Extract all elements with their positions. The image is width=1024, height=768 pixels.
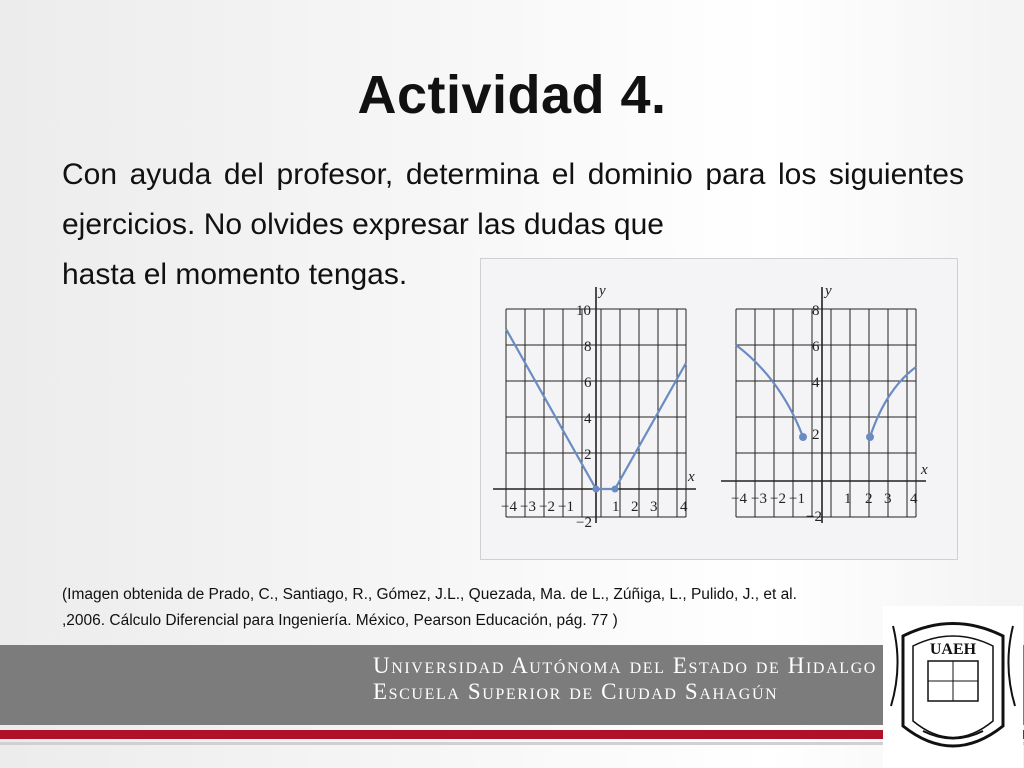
left-dot-1: [612, 486, 619, 493]
footer-red-line: [0, 730, 1024, 739]
right-x-label: x: [921, 462, 928, 478]
left-xtick-1: 1: [612, 499, 620, 515]
graphs-figure: [480, 258, 958, 560]
left-xtick-neg4: −4: [501, 499, 517, 515]
citation-line-1: (Imagen obtenida de Prado, C., Santiago, R., Gómez, J.L., Quezada, Ma. de L., Zúñiga, L., Pulido, J., et al.: [62, 586, 797, 603]
left-xtick-neg2: −2: [539, 499, 555, 515]
right-y-label: y: [825, 283, 832, 299]
right-dot-0: [799, 433, 807, 441]
right-dot-1: [866, 433, 874, 441]
right-xtick-4: 4: [910, 491, 918, 507]
left-ytick-2: 2: [584, 447, 592, 463]
right-curve-right: [870, 367, 916, 437]
right-xtick-neg4: −4: [731, 491, 747, 507]
left-ytick-neg2: −2: [576, 515, 592, 531]
right-ytick-2: 2: [812, 427, 820, 443]
right-xtick-1: 1: [844, 491, 852, 507]
left-y-label: y: [599, 283, 606, 299]
right-xtick-neg1: −1: [789, 491, 805, 507]
right-xtick-3: 3: [884, 491, 892, 507]
left-xtick-neg3: −3: [520, 499, 536, 515]
image-citation: [62, 582, 972, 634]
left-ytick-4: 4: [584, 411, 592, 427]
right-ytick-neg2: −2: [806, 509, 822, 525]
body-text: Con ayuda del profesor, determina el dominio para los siguientes ejercicios. No olvides expresar las dudas que: [62, 158, 964, 241]
left-x-label: x: [688, 469, 695, 485]
left-ytick-6: 6: [584, 375, 592, 391]
right-ytick-8: 8: [812, 303, 820, 319]
right-xtick-neg2: −2: [770, 491, 786, 507]
right-xtick-2: 2: [865, 491, 873, 507]
left-xtick-4: 4: [680, 499, 688, 515]
left-ytick-8: 8: [584, 339, 592, 355]
body-text-last-line: hasta el momento tengas.: [62, 258, 408, 291]
university-name: Universidad Autónoma del Estado de Hidalgo: [373, 653, 877, 678]
left-xtick-2: 2: [631, 499, 639, 515]
slide-title: Actividad 4.: [357, 65, 667, 125]
uaeh-seal-icon: [883, 606, 1023, 768]
citation-line-2: ,2006. Cálculo Diferencial para Ingeniería. México, Pearson Educación, pág. 77 ): [62, 612, 618, 629]
left-ytick-10: 10: [576, 303, 591, 319]
right-ytick-6: 6: [812, 339, 820, 355]
left-xtick-neg1: −1: [558, 499, 574, 515]
seal-text: UAEH: [929, 641, 977, 658]
footer-gray-line: [0, 742, 1024, 745]
right-ytick-4: 4: [812, 375, 820, 391]
right-graph: [721, 287, 926, 523]
graphs-svg: [481, 259, 957, 559]
left-xtick-3: 3: [650, 499, 658, 515]
school-name: Escuela Superior de Ciudad Sahagún: [373, 679, 779, 704]
right-xtick-neg3: −3: [751, 491, 767, 507]
left-dot-0: [593, 486, 600, 493]
